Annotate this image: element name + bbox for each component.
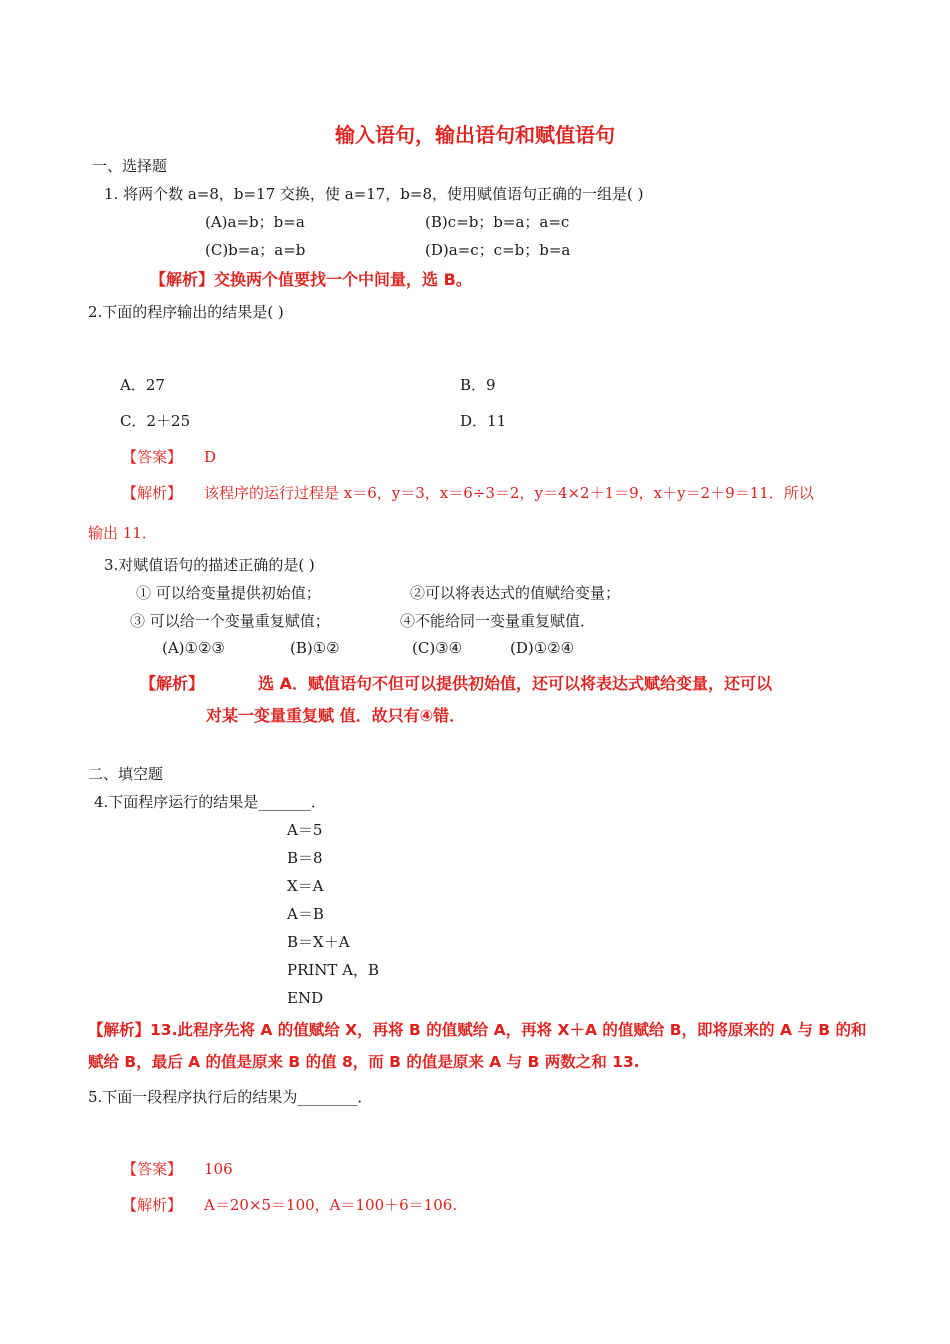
question-4-analysis-line-2: 赋给 B，最后 A 的值是原来 B 的值 8，而 B 的值是原来 A 与 B 两数之和 13.	[88, 1053, 640, 1071]
answer-tag: 【答案】	[122, 1160, 183, 1178]
question-1-analysis	[150, 270, 472, 290]
analysis-tag: 【解析】	[88, 1021, 151, 1039]
page-title: 输入语句，输出语句和赋值语句	[335, 123, 615, 147]
question-3-option-a: (A)①②③	[162, 639, 225, 657]
question-3-item-3: ③ 可以给一个变量重复赋值；	[130, 612, 330, 630]
question-3-item-1: ① 可以给变量提供初始值；	[136, 584, 321, 602]
question-3-stem: 3.对赋值语句的描述正确的是( )	[104, 556, 315, 574]
question-3-option-c: (C)③④	[412, 639, 463, 657]
question-4-analysis-line-1	[88, 1020, 866, 1040]
question-3-analysis-line-2: 对某一变量重复赋 值．故只有④错．	[206, 706, 466, 725]
question-4-code-line: A＝5	[287, 821, 323, 839]
question-2-option-c: C．2＋25	[120, 412, 191, 430]
question-3-analysis-tag: 【解析】	[140, 674, 205, 693]
question-2-option-a: A．27	[120, 376, 165, 394]
question-2-option-b: B．9	[460, 376, 496, 394]
question-3-option-d: (D)①②④	[510, 639, 575, 657]
analysis-text: 该程序的运行过程是 x＝6，y＝3，x＝6÷3＝2，y＝4×2＋1＝9，x＋y＝2＋9＝11．所以	[204, 484, 814, 502]
section-heading-fill: 二、填空题	[88, 765, 164, 783]
analysis-tag: 【解析】	[150, 270, 215, 289]
question-3-item-2: ②可以将表达式的值赋给变量；	[410, 584, 621, 602]
question-2-answer	[122, 447, 216, 467]
question-1-option-d: (D)a=c；c=b；b=a	[425, 241, 571, 259]
question-5-stem: 5.下面一段程序执行后的结果为________．	[88, 1088, 373, 1106]
analysis-text: 交换两个值要找一个中间量，选 B。	[214, 270, 472, 289]
answer-value: 106	[204, 1160, 233, 1178]
question-4-code-line: X＝A	[287, 877, 324, 895]
answer-tag: 【答案】	[122, 448, 183, 466]
question-2-analysis-line-1	[122, 483, 814, 503]
analysis-text: A＝20×5＝100，A＝100＋6＝106.	[204, 1196, 458, 1214]
question-4-code-line: PRINT A，B	[287, 961, 380, 979]
question-4-code-line: B＝X＋A	[287, 933, 350, 951]
analysis-tag: 【解析】	[122, 1196, 183, 1214]
question-3-option-b: (B)①②	[290, 639, 340, 657]
answer-value: D	[204, 448, 217, 466]
analysis-text: 13.此程序先将 A 的值赋给 X，再将 B 的值赋给 A，再将 X＋A 的值赋给 B，即将原来的 A 与 B 的和	[150, 1021, 867, 1039]
question-1-stem: 1. 将两个数 a=8，b=17 交换，使 a=17，b=8，使用赋值语句正确的一组是( )	[104, 185, 644, 203]
question-3-analysis-line-1: 选 A．赋值语句不但可以提供初始值，还可以将表达式赋给变量，还可以	[258, 674, 772, 693]
section-heading-choice: 一、选择题	[92, 157, 168, 175]
question-1-option-a: (A)a=b；b=a	[205, 213, 305, 231]
question-3-item-4: ④不能给同一变量重复赋值．	[400, 612, 596, 630]
question-4-code-line: A＝B	[287, 905, 324, 923]
question-2-option-d: D．11	[460, 412, 507, 430]
question-5-answer	[122, 1159, 233, 1179]
analysis-tag: 【解析】	[122, 484, 183, 502]
question-4-code-line: END	[287, 989, 324, 1007]
question-2-analysis-line-2: 输出 11．	[88, 524, 157, 542]
question-5-analysis	[122, 1195, 457, 1215]
question-4-stem: 4.下面程序运行的结果是_______．	[94, 793, 326, 811]
question-4-code-line: B＝8	[287, 849, 323, 867]
question-1-option-b: (B)c=b；b=a；a=c	[425, 213, 570, 231]
question-2-stem: 2.下面的程序输出的结果是( )	[88, 303, 284, 321]
question-1-option-c: (C)b=a；a=b	[205, 241, 306, 259]
